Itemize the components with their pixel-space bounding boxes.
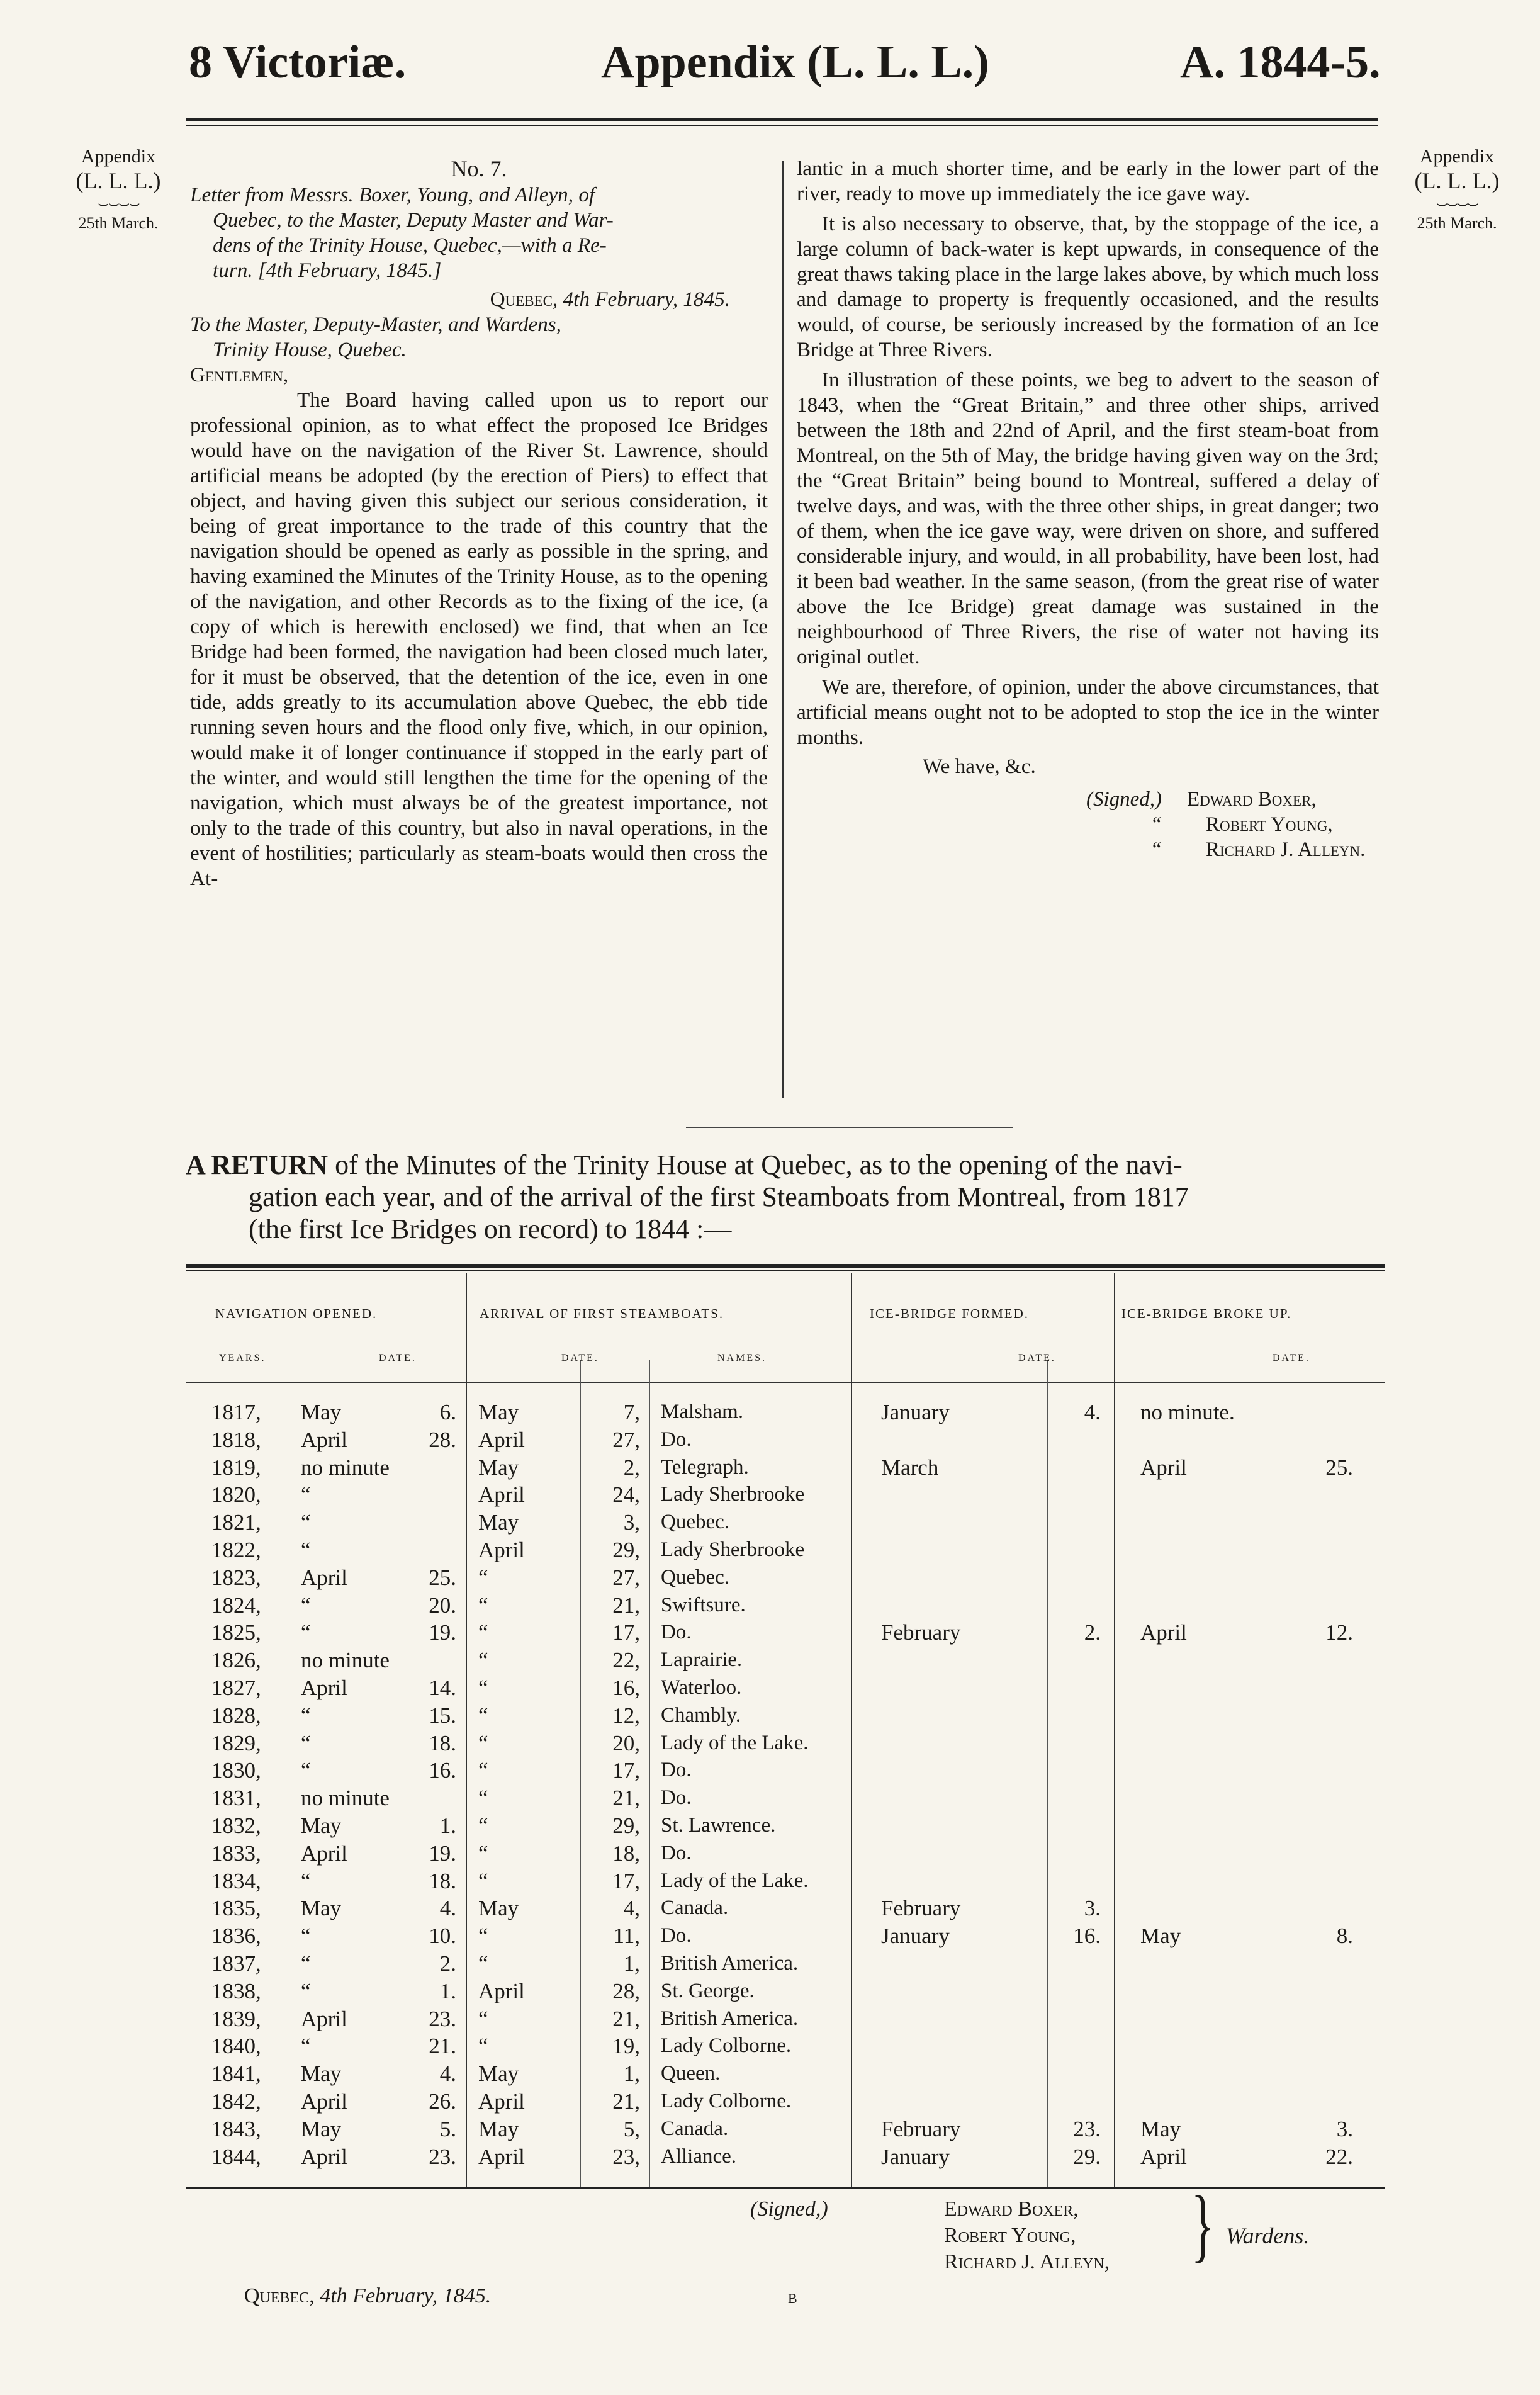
cell-year: 1833, [211, 1840, 261, 1866]
cell-nav-day: 14. [429, 1675, 456, 1700]
cell-year: 1829, [211, 1730, 261, 1755]
margin-note-left [55, 146, 181, 233]
letter-paragraph-4: We are, therefore, of opinion, under the above circumstances, that artificial means ought not to be adopted to stop the ice in the winter months. [797, 675, 1379, 749]
cell-year: 1818, [211, 1427, 261, 1452]
letter-number: No. 7. [451, 156, 507, 181]
cell-nav-day: 16. [429, 1758, 456, 1783]
cell-steam-month: May [478, 1896, 519, 1921]
cell-year: 1837, [211, 1951, 261, 1976]
cell-steam-month: “ [478, 1675, 488, 1700]
column-group-ice-bridge-broke-up: ICE-BRIDGE BROKE UP. [1121, 1306, 1292, 1321]
return-title-lead: A RETURN [186, 1149, 329, 1180]
letter-heading-line: Letter from Messrs. Boxer, Young, and Alleyn, of [190, 183, 595, 206]
footer-signatory: Edward Boxer, [944, 2197, 1079, 2221]
cell-year: 1823, [211, 1565, 261, 1590]
subheader-date: DATE. [561, 1353, 599, 1363]
table-divider-bridge-formed [1114, 1273, 1115, 2187]
cell-nav-month: “ [301, 1703, 311, 1728]
cell-nav-month: “ [301, 2034, 311, 2059]
cell-year: 1828, [211, 1703, 261, 1728]
cell-nav-day: 6. [439, 1400, 456, 1424]
cell-steamboat-name: Canada. [661, 1896, 729, 1920]
cell-nav-month: no minute [301, 1455, 390, 1480]
cell-nav-day: 21. [429, 2034, 456, 2059]
cell-steam-month: May [478, 2116, 519, 2141]
return-title-line-2: gation each year, and of the arrival of the first Steamboats from Montreal, from 1817 [249, 1181, 1189, 1212]
cell-year: 1817, [211, 1400, 261, 1424]
signatory-name: Robert Young, [1206, 813, 1333, 836]
cell-steam-month: May [478, 2061, 519, 2087]
margin-date: 25th March. [1417, 214, 1497, 233]
letter-addressee-2: Trinity House, Quebec. [213, 338, 407, 361]
cell-nav-month: May [301, 1400, 342, 1424]
cell-broke-day: 25. [1325, 1455, 1353, 1480]
letter-left-column [190, 156, 768, 891]
header-center: Appendix (L. L. L.) [601, 37, 989, 88]
cell-steamboat-name: St. George. [661, 1979, 755, 2002]
cell-broke-month: April [1140, 2144, 1187, 2169]
cell-year: 1836, [211, 1924, 261, 1949]
cell-year: 1819, [211, 1455, 261, 1480]
cell-steam-day: 7, [623, 1400, 640, 1424]
table-subdivider [1047, 1360, 1048, 2187]
cell-broke-month: April [1140, 1620, 1187, 1645]
cell-broke-month: no minute. [1140, 1400, 1235, 1424]
section-divider [686, 1127, 1013, 1128]
cell-steam-month: “ [478, 2006, 488, 2031]
letter-date: 4th February, 1845. [563, 288, 730, 311]
cell-nav-month: “ [301, 1758, 311, 1783]
header-rule [186, 118, 1378, 121]
cell-steam-month: May [478, 1400, 519, 1424]
cell-year: 1830, [211, 1758, 261, 1783]
cell-year: 1834, [211, 1868, 261, 1893]
cell-formed-month: January [881, 2144, 950, 2169]
cell-nav-month: May [301, 1813, 342, 1838]
letter-paragraph-2: It is also necessary to observe, that, by the stoppage of the ice, a large column of back-water is kept upwards, in consequence of the great thaws taking place in the large lakes above, by which much loss and damage to property is frequently occasioned, and the results would, of course, be seriously increased by the formation of an Ice Bridge at Three Rivers. [797, 212, 1379, 361]
cell-formed-month: January [881, 1400, 950, 1424]
cell-steamboat-name: Queen. [661, 2062, 721, 2085]
cell-steam-month: May [478, 1455, 519, 1480]
cell-steamboat-name: Chambly. [661, 1703, 741, 1727]
signatory-name: Edward Boxer, [1187, 788, 1317, 811]
signature-mark: B [788, 2291, 797, 2306]
cell-steam-month: “ [478, 1703, 488, 1728]
cell-year: 1822, [211, 1537, 261, 1562]
cell-steam-month: “ [478, 1840, 488, 1866]
cell-nav-month: “ [301, 1510, 311, 1535]
cell-year: 1841, [211, 2061, 261, 2087]
signed-label: (Signed,) [1086, 788, 1162, 811]
cell-nav-month: “ [301, 1868, 311, 1893]
cell-year: 1821, [211, 1510, 261, 1535]
cell-formed-month: February [881, 1620, 961, 1645]
cell-nav-day: 4. [439, 2061, 456, 2087]
cell-nav-day: 25. [429, 1565, 456, 1590]
subheader-date: DATE. [1273, 1353, 1310, 1363]
margin-date: 25th March. [78, 214, 159, 233]
cell-steamboat-name: Do. [661, 1428, 692, 1451]
cell-nav-day: 26. [429, 2088, 456, 2114]
cell-nav-day: 4. [439, 1896, 456, 1921]
signature-row [797, 812, 1379, 837]
cell-steam-month: “ [478, 1758, 488, 1783]
cell-year: 1844, [211, 2144, 261, 2169]
table-header-rule [186, 1382, 1385, 1383]
cell-nav-month: “ [301, 1951, 311, 1976]
cell-formed-month: February [881, 2116, 961, 2141]
cell-steamboat-name: Quebec. [661, 1565, 730, 1589]
cell-steam-day: 4, [623, 1896, 640, 1921]
cell-nav-month: “ [301, 1924, 311, 1949]
cell-steamboat-name: Do. [661, 1759, 692, 1782]
cell-formed-day: 16. [1073, 1924, 1101, 1949]
cell-year: 1826, [211, 1648, 261, 1673]
cell-steam-day: 5, [623, 2116, 640, 2141]
subheader-date: DATE. [379, 1353, 417, 1363]
cell-broke-day: 8. [1336, 1924, 1353, 1949]
cell-steam-day: 18, [612, 1840, 640, 1866]
letter-paragraph-1: The Board having called upon us to report our professional opinion, as to what effect the proposed Ice Bridges would have on the navigation of the River St. Lawrence, should artificial means be adopted (by the erection of Piers) to effect that object, and having given this subject our serious consideration, it being of great importance to the trade of this country that the navigation should be opened as early as possible in the spring, and having examined the Minutes of the Trinity House, as to the opening of the navigation, and other Records as to the fixing of the ice, (a copy of which is herewith enclosed) we find, that when an Ice Bridge had been formed, the navigation had been closed much later, for it must be observed, that the detention of the ice, even in one tide, adds greatly to its accumulation above Quebec, the ebb tide running seven hours and the flood only five, which, in our opinion, would make it of longer continuance if stopped in the early part of the winter, and would still lengthen the time for the opening of the navigation, which must always be of the greatest importance, not only to the trade of this country, but also in naval operations, in the event of hostilities; particularly as steam-boats would then cross the At- [190, 388, 768, 890]
cell-steamboat-name: Quebec. [661, 1511, 730, 1534]
header-rule-thin [186, 125, 1378, 126]
cell-nav-day: 5. [439, 2116, 456, 2141]
table-subdivider [649, 1360, 650, 2187]
cell-steam-month: “ [478, 1951, 488, 1976]
cell-steam-day: 20, [612, 1730, 640, 1755]
column-group-ice-bridge-formed: ICE-BRIDGE FORMED. [870, 1306, 1030, 1321]
cell-steam-month: “ [478, 1565, 488, 1590]
cell-formed-day: 2. [1084, 1620, 1101, 1645]
return-title-line-1 [186, 1149, 1381, 1181]
cell-nav-month: May [301, 1896, 342, 1921]
cell-steam-month: “ [478, 1868, 488, 1893]
cell-formed-month: January [881, 1924, 950, 1949]
cell-steam-day: 3, [623, 1510, 640, 1535]
cell-year: 1832, [211, 1813, 261, 1838]
cell-steam-month: “ [478, 1813, 488, 1838]
cell-steamboat-name: Swiftsure. [661, 1593, 746, 1616]
cell-year: 1820, [211, 1482, 261, 1507]
margin-code: (L. L. L.) [76, 167, 161, 193]
letter-paragraph-1-cont: lantic in a much shorter time, and be early in the lower part of the river, ready to move up immediately the ice gave way. [797, 157, 1379, 205]
cell-year: 1831, [211, 1786, 261, 1811]
letter-heading-line: Quebec, to the Master, Deputy Master and War- [213, 208, 614, 232]
ditto-mark: “ [1150, 813, 1162, 836]
cell-steam-day: 17, [612, 1620, 640, 1645]
cell-nav-month: no minute [301, 1648, 390, 1673]
ditto-mark: “ [1150, 838, 1162, 861]
cell-steam-month: April [478, 1978, 525, 2003]
cell-steam-day: 24, [612, 1482, 640, 1507]
letter-paragraph-3: In illustration of these points, we beg to advert to the season of 1843, when the “Great Britain,” and three other ships, arrived between the 18th and 22nd of April, and the first steam-boat from Montreal, on the 5th of May, the bridge having given way on the 3rd; the “Great Britain” being bound to Montreal, suffered a delay of twelve days, and was, with the three other ships, in great danger; two of them, when the ice gave way, were driven on shore, and suffered considerable injury, and would, in all probability, have been lost, had it been bad weather. In the same season, (from the great rise of water above the Ice Bridge) great damage was sustained in the neighbourhood of Three Rivers, the rise of water not having its original outlet. [797, 368, 1379, 668]
cell-steam-day: 2, [623, 1455, 640, 1480]
cell-formed-month: February [881, 1896, 961, 1921]
cell-nav-month: April [301, 2088, 347, 2114]
return-title-line-3: (the first Ice Bridges on record) to 1844 :— [249, 1214, 732, 1244]
cell-nav-month: April [301, 1675, 347, 1700]
letter-heading-line: dens of the Trinity House, Quebec,—with a Re- [213, 234, 607, 257]
cell-steam-month: April [478, 2144, 525, 2169]
cell-nav-day: 28. [429, 1427, 456, 1452]
margin-brace: ⌣⌣⌣⌣ [98, 193, 139, 213]
cell-nav-day: 1. [439, 1813, 456, 1838]
margin-appendix: Appendix [81, 146, 156, 167]
cell-year: 1838, [211, 1978, 261, 2003]
cell-steamboat-name: Canada. [661, 2117, 729, 2140]
letter-heading [190, 183, 768, 283]
cell-steam-month: April [478, 1427, 525, 1452]
cell-broke-day: 3. [1336, 2116, 1353, 2141]
cell-steam-day: 16, [612, 1675, 640, 1700]
cell-nav-month: “ [301, 1537, 311, 1562]
cell-steam-day: 27, [612, 1427, 640, 1452]
cell-steam-day: 21, [612, 2006, 640, 2031]
cell-steam-day: 22, [612, 1648, 640, 1673]
cell-steamboat-name: Lady Colborne. [661, 2089, 792, 2112]
margin-note-right [1394, 146, 1520, 233]
footer-signed-label: (Signed,) [750, 2197, 828, 2221]
column-group-first-steamboats: ARRIVAL OF FIRST STEAMBOATS. [480, 1306, 724, 1321]
subheader-years: YEARS. [219, 1353, 266, 1363]
table-divider-steamboats [851, 1273, 852, 2187]
cell-steam-month: April [478, 2088, 525, 2114]
header-left: 8 Victoriæ. [189, 37, 407, 88]
signature-row [797, 787, 1379, 812]
cell-steam-day: 29, [612, 1537, 640, 1562]
cell-steam-day: 1, [623, 2061, 640, 2087]
cell-nav-month: April [301, 1427, 347, 1452]
cell-nav-day: 15. [429, 1703, 456, 1728]
cell-steamboat-name: Lady of the Lake. [661, 1869, 809, 1892]
letter-dateline [190, 287, 768, 312]
cell-nav-day: 18. [429, 1868, 456, 1893]
cell-steamboat-name: Laprairie. [661, 1648, 743, 1672]
cell-nav-day: 1. [439, 1978, 456, 2003]
cell-formed-day: 4. [1084, 1400, 1101, 1424]
cell-nav-month: “ [301, 1730, 311, 1755]
cell-steamboat-name: Do. [661, 1621, 692, 1644]
cell-year: 1835, [211, 1896, 261, 1921]
margin-appendix: Appendix [1419, 146, 1495, 167]
cell-steam-month: “ [478, 1620, 488, 1645]
cell-steam-month: “ [478, 1592, 488, 1618]
cell-nav-month: no minute [301, 1786, 390, 1811]
margin-brace: ⌣⌣⌣⌣ [1436, 193, 1478, 213]
cell-steam-day: 23, [612, 2144, 640, 2169]
letter-salutation: Gentlemen, [190, 363, 289, 386]
cell-steam-day: 17, [612, 1758, 640, 1783]
cell-nav-day: 23. [429, 2006, 456, 2031]
cell-formed-day: 3. [1084, 1896, 1101, 1921]
cell-steamboat-name: St. Lawrence. [661, 1813, 776, 1837]
cell-year: 1839, [211, 2006, 261, 2031]
table-top-rule [186, 1264, 1385, 1268]
cell-year: 1825, [211, 1620, 261, 1645]
margin-code: (L. L. L.) [1414, 167, 1500, 193]
letter-right-column [797, 156, 1379, 862]
cell-steam-day: 28, [612, 1978, 640, 2003]
footer-place: Quebec, [244, 2284, 315, 2308]
cell-formed-month: March [881, 1455, 939, 1480]
cell-steam-day: 19, [612, 2034, 640, 2059]
cell-steamboat-name: Do. [661, 1841, 692, 1864]
cell-steam-month: “ [478, 2034, 488, 2059]
cell-steam-month: “ [478, 1730, 488, 1755]
cell-steam-month: April [478, 1537, 525, 1562]
cell-steam-day: 11, [613, 1924, 640, 1949]
cell-steamboat-name: Alliance. [661, 2144, 737, 2168]
cell-steamboat-name: Do. [661, 1786, 692, 1810]
column-divider [782, 161, 784, 1098]
cell-year: 1843, [211, 2116, 261, 2141]
cell-steamboat-name: British America. [661, 2007, 799, 2030]
cell-steam-day: 21, [612, 1592, 640, 1618]
cell-nav-month: “ [301, 1978, 311, 2003]
cell-steam-month: “ [478, 1648, 488, 1673]
cell-broke-month: April [1140, 1455, 1187, 1480]
cell-broke-month: May [1140, 2116, 1181, 2141]
cell-nav-month: May [301, 2116, 342, 2141]
cell-steamboat-name: Lady of the Lake. [661, 1731, 809, 1754]
cell-nav-month: April [301, 2144, 347, 2169]
cell-nav-day: 23. [429, 2144, 456, 2169]
cell-steam-day: 12, [612, 1703, 640, 1728]
return-title-rest: of the Minutes of the Trinity House at Quebec, as to the opening of the navi- [335, 1149, 1183, 1180]
footer-signatory: Richard J. Alleyn, [944, 2250, 1110, 2274]
table-divider-navigation [466, 1273, 467, 2187]
subheader-date: DATE. [1018, 1353, 1056, 1363]
cell-year: 1842, [211, 2088, 261, 2114]
cell-steamboat-name: British America. [661, 1951, 799, 1975]
letter-signatures [797, 787, 1379, 862]
cell-steamboat-name: Lady Sherbrooke [661, 1483, 805, 1506]
cell-nav-month: April [301, 1840, 347, 1866]
cell-steam-month: May [478, 1510, 519, 1535]
cell-steamboat-name: Lady Sherbrooke [661, 1538, 805, 1561]
cell-year: 1827, [211, 1675, 261, 1700]
cell-broke-day: 22. [1325, 2144, 1353, 2169]
letter-closing: We have, &c. [923, 755, 1036, 778]
cell-nav-day: 2. [439, 1951, 456, 1976]
cell-steamboat-name: Malsham. [661, 1400, 744, 1423]
cell-steam-month: “ [478, 1786, 488, 1811]
signature-row [797, 837, 1379, 862]
cell-nav-month: May [301, 2061, 342, 2087]
cell-steamboat-name: Waterloo. [661, 1676, 742, 1699]
letter-heading-line: turn. [4th February, 1845.] [213, 259, 442, 282]
cell-nav-day: 10. [429, 1924, 456, 1949]
cell-nav-day: 19. [429, 1620, 456, 1645]
cell-steam-day: 21, [612, 2088, 640, 2114]
cell-nav-month: “ [301, 1592, 311, 1618]
cell-steamboat-name: Lady Colborne. [661, 2034, 792, 2058]
subheader-names: NAMES. [717, 1353, 767, 1363]
cell-steamboat-name: Telegraph. [661, 1455, 749, 1479]
cell-steam-month: April [478, 1482, 525, 1507]
footer-role: Wardens. [1226, 2223, 1310, 2248]
cell-broke-month: May [1140, 1924, 1181, 1949]
letter-place: Quebec, [490, 288, 558, 311]
footer-dateline [244, 2282, 491, 2310]
cell-steamboat-name: Do. [661, 1924, 692, 1947]
column-group-navigation-opened: NAVIGATION OPENED. [215, 1306, 378, 1321]
cell-nav-day: 18. [429, 1730, 456, 1755]
footer-signatory: Robert Young, [944, 2224, 1076, 2247]
cell-formed-day: 29. [1073, 2144, 1101, 2169]
cell-nav-month: April [301, 2006, 347, 2031]
letter-addressee: To the Master, Deputy-Master, and Wardens, [190, 313, 561, 336]
cell-nav-day: 20. [429, 1592, 456, 1618]
cell-formed-day: 23. [1073, 2116, 1101, 2141]
cell-nav-month: “ [301, 1482, 311, 1507]
return-title [186, 1149, 1381, 1245]
cell-steam-day: 21, [612, 1786, 640, 1811]
signatory-name: Richard J. Alleyn. [1206, 838, 1366, 861]
cell-year: 1840, [211, 2034, 261, 2059]
cell-steam-day: 1, [623, 1951, 640, 1976]
cell-broke-day: 12. [1325, 1620, 1353, 1645]
cell-steam-day: 27, [612, 1565, 640, 1590]
cell-nav-day: 19. [429, 1840, 456, 1866]
header-right: A. 1844-5. [1180, 37, 1381, 88]
table-top-rule-thin [186, 1270, 1385, 1271]
cell-steam-day: 29, [612, 1813, 640, 1838]
cell-nav-month: April [301, 1565, 347, 1590]
cell-year: 1824, [211, 1592, 261, 1618]
footer-date: 4th February, 1845. [320, 2284, 492, 2308]
footer-brace: } [1191, 2180, 1215, 2270]
cell-steam-day: 17, [612, 1868, 640, 1893]
cell-nav-month: “ [301, 1620, 311, 1645]
cell-steam-month: “ [478, 1924, 488, 1949]
